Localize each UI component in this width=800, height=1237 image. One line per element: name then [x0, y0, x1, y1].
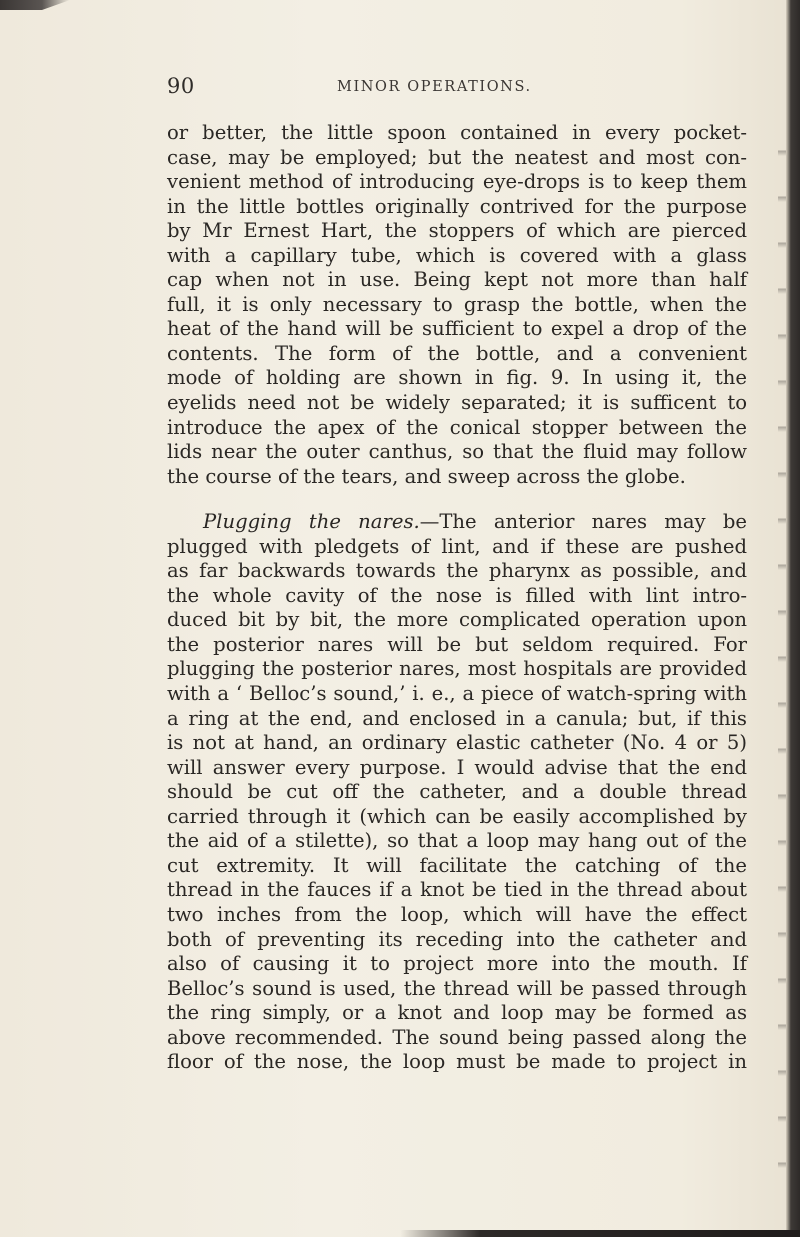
text-line: carried through it (which can be easily accomplished by [167, 804, 747, 828]
text-line: with a capillary tube, which is covered with a glass [167, 243, 747, 267]
text-line: thread in the fauces if a knot be tied in the thread about [167, 878, 747, 902]
text-line: case, may be employed; but the neatest and most con- [167, 145, 747, 169]
text-line: is not at hand, an ordinary elastic catheter (No. 4 or 5) [167, 731, 747, 755]
text-line: the aid of a stilette), so that a loop may hang out of the [167, 829, 747, 853]
text-line: full, it is only necessary to grasp the bottle, when the [167, 292, 747, 316]
text-line: lids near the outer canthus, so that the fluid may follow [167, 440, 747, 464]
section-heading: Plugging the nares. [203, 510, 420, 534]
text-line: also of causing it to project more into the mouth. If [167, 952, 747, 976]
text-line: cap when not in use. Being kept not more than half [167, 268, 747, 292]
text-line: the course of the tears, and sweep across the globe. [167, 464, 686, 488]
text-line: two inches from the loop, which will have the effect [167, 902, 747, 926]
text-line: mode of holding are shown in fig. 9. In using it, the [167, 366, 747, 390]
text-line: venient method of introducing eye-drops is to keep them [167, 170, 747, 194]
text-line: introduce the apex of the conical stopper between the [167, 415, 747, 439]
text-line: floor of the nose, the loop must be made to project in [167, 1050, 747, 1074]
page-number: 90 [167, 74, 195, 98]
text-line: the whole cavity of the nose is filled with lint intro- [167, 583, 747, 607]
scan-corner-mark [0, 0, 70, 10]
page-edge-specks [778, 110, 786, 1170]
body-text [167, 121, 747, 1075]
paragraph-eye-drops [167, 121, 747, 489]
text-line: or better, the little spoon contained in every pocket- [167, 121, 747, 144]
paragraph-first-line [167, 510, 747, 535]
text-line: heat of the hand will be sufficient to expel a drop of the [167, 317, 747, 341]
text-line: should be cut off the catheter, and a double thread [167, 780, 747, 804]
text-line: a ring at the end, and enclosed in a canula; but, if this [167, 706, 747, 730]
text-line: duced bit by bit, the more complicated operation upon [167, 608, 747, 632]
running-head: MINOR OPERATIONS. [337, 79, 532, 95]
text-line: the ring simply, or a knot and loop may be formed as [167, 1001, 747, 1025]
text-line: by Mr Ernest Hart, the stoppers of which are pierced [167, 219, 747, 243]
text-line: eyelids need not be widely separated; it is sufficent to [167, 391, 747, 415]
text-line: cut extremity. It will facilitate the catching of the [167, 853, 747, 877]
page-header [167, 74, 727, 104]
text-line: with a ‘ Belloc’s sound,’ i. e., a piece of watch-spring with [167, 682, 747, 706]
paragraph-gap [167, 489, 747, 510]
text-line: plugging the posterior nares, most hospitals are provided [167, 657, 747, 681]
text-line: the posterior nares will be but seldom required. For [167, 632, 747, 656]
text-line: as far backwards towards the pharynx as possible, and [167, 559, 747, 583]
text-line: plugged with pledgets of lint, and if these are pushed [167, 534, 747, 558]
text-line: contents. The form of the bottle, and a convenient [167, 341, 747, 365]
text-span: —The anterior nares may be [419, 510, 747, 534]
page-edge-shadow [786, 0, 800, 1237]
scan-bottom-edge [400, 1230, 800, 1237]
text-line: Belloc’s sound is used, the thread will be passed through [167, 976, 747, 1000]
paragraph-plugging-nares [167, 510, 747, 1075]
text-line: above recommended. The sound being passed along the [167, 1025, 747, 1049]
text-line: in the little bottles originally contrived for the purpose [167, 194, 747, 218]
text-line: will answer every purpose. I would advise that the end [167, 755, 747, 779]
text-line: both of preventing its receding into the catheter and [167, 927, 747, 951]
